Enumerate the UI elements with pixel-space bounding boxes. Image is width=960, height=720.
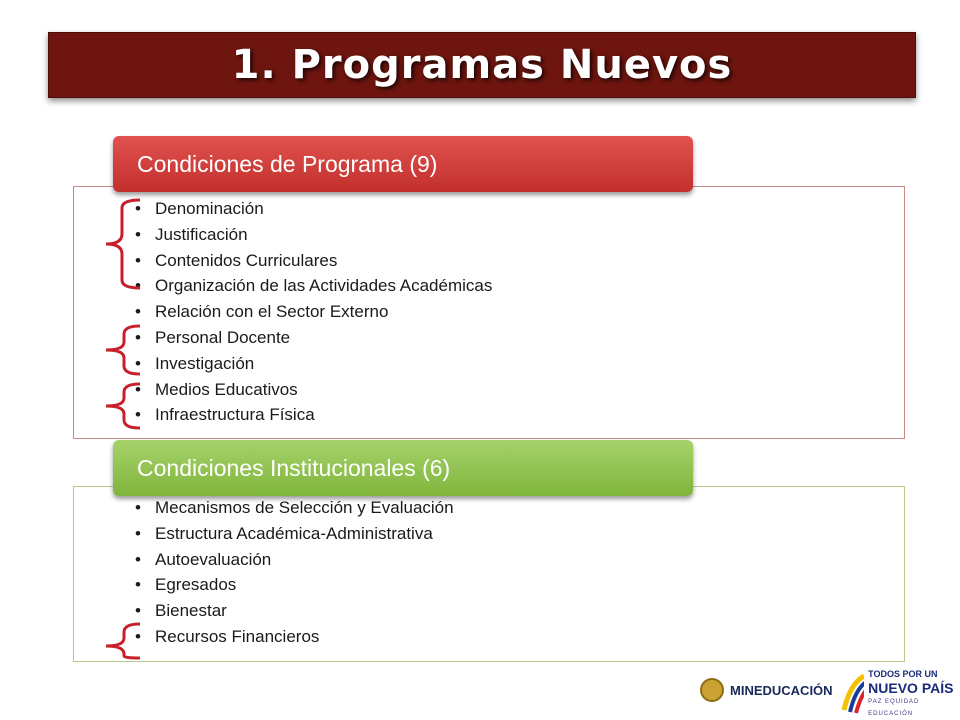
brace-icon: [106, 384, 140, 428]
colombia-stripes-icon: [840, 674, 864, 714]
nuevo-pais-logo: [840, 668, 960, 720]
program-conditions-header-label: Condiciones de Programa (9): [137, 150, 438, 177]
list-item: • Organización de las Actividades Académicas: [135, 273, 492, 299]
mineducacion-logo-text: MINEDUCACIÓN: [730, 682, 833, 698]
nuevo-pais-line-3: PAZ EQUIDAD EDUCACIÓN: [868, 699, 920, 717]
list-item: • Denominación: [135, 196, 492, 222]
nuevo-pais-line-2: NUEVO PAÍS: [868, 680, 954, 696]
brace-icon: [106, 326, 140, 374]
list-item: • Mecanismos de Selección y Evaluación: [135, 495, 454, 521]
list-item: • Relación con el Sector Externo: [135, 299, 492, 325]
list-item: • Investigación: [135, 351, 492, 377]
list-item: • Justificación: [135, 222, 492, 248]
brace-icon: [106, 200, 140, 288]
institutional-conditions-header-label: Condiciones Institucionales (6): [137, 454, 451, 481]
list-item: • Infraestructura Física: [135, 402, 492, 428]
list-item: • Recursos Financieros: [135, 624, 454, 650]
list-item: • Egresados: [135, 572, 454, 598]
list-item: • Contenidos Curriculares: [135, 248, 492, 274]
page-title: 1. Programas Nuevos: [231, 42, 733, 88]
nuevo-pais-logo-text: [868, 668, 960, 720]
list-item: • Personal Docente: [135, 325, 492, 351]
brace-icon: [106, 624, 140, 658]
list-item: • Bienestar: [135, 598, 454, 624]
nuevo-pais-line-1: TODOS POR UN: [868, 669, 938, 679]
coat-of-arms-icon: [700, 678, 724, 702]
mineducacion-logo: [700, 678, 833, 702]
list-item: • Medios Educativos: [135, 377, 492, 403]
list-item: • Autoevaluación: [135, 547, 454, 573]
list-item: • Estructura Académica-Administrativa: [135, 521, 454, 547]
